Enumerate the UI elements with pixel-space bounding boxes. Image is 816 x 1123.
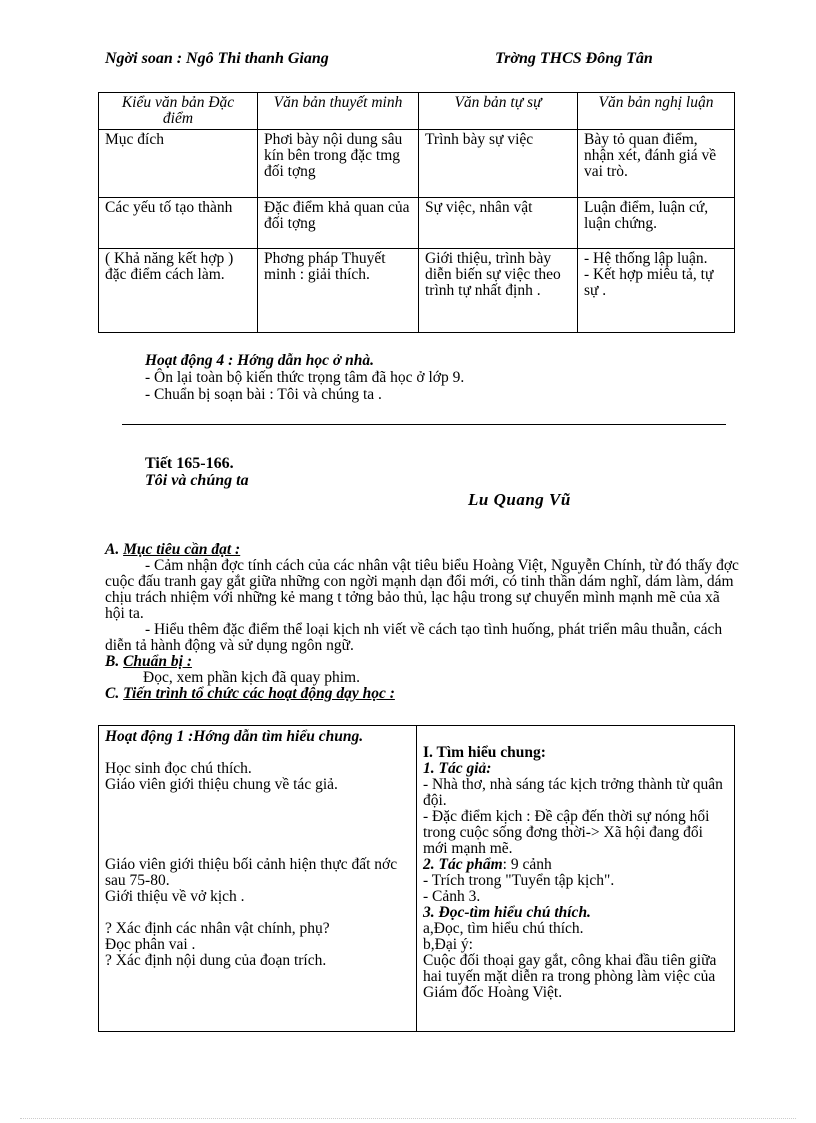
lesson-title: Tôi và chúng ta — [145, 472, 249, 489]
lesson-number: Tiết 165-166. — [145, 455, 234, 472]
section-b-text: Đọc, xem phần kịch đã quay phim. — [143, 669, 360, 686]
list-item: - Trích trong "Tuyển tập kịch". — [423, 872, 615, 889]
list-item: - Nhà thơ, nhà sáng tác kịch trởng thành từ quân đội. — [423, 776, 723, 809]
table-cell: Trình bày sự việc — [419, 130, 578, 198]
teacher-student-column — [99, 726, 417, 1032]
table-cell: Phơi bày nội dung sâu kín bên trong đặc tmg đối tợng — [258, 130, 419, 198]
table-cell: Sự việc, nhân vật — [419, 198, 578, 249]
section-b-heading: B. Chuẩn bị : — [105, 653, 193, 670]
page-bottom-border — [20, 1118, 796, 1119]
column-header: Kiểu văn bản Đặc điểm — [99, 93, 258, 130]
section-a-paragraph: - Cảm nhận đợc tính cách của các nhân vật tiêu biểu Hoàng Việt, Nguyễn Chính, từ đó thấy đợc cuộc đấu tranh gay gắt giữa những con ngời mạnh dạn đổi mới, có tinh thần dám nghĩ, dám làm, dám chịu trách nhiệm với những kẻ mang t tởng bảo thủ, lạc hậu trong sự chuyển mình mạnh mẽ của xã hội ta. — [105, 557, 739, 622]
table-row — [99, 198, 735, 249]
activity-1-title: Hoạt động 1 :Hớng dẫn tìm hiểu chung. — [105, 728, 364, 745]
table-cell: Các yếu tố tạo thành — [99, 198, 258, 249]
section-c-heading: C. Tiến trình tổ chức các hoạt động dạy học : — [105, 685, 395, 702]
subsection-heading: 3. Đọc-tìm hiểu chú thích. — [423, 904, 591, 921]
list-item: ? Xác định nội dung của đoạn trích. — [105, 952, 327, 969]
column-header: Văn bản tự sự — [419, 93, 578, 130]
table-cell: Mục đích — [99, 130, 258, 198]
list-item: Cuộc đối thoại gay gắt, công khai đầu tiên giữa hai tuyến mặt diễn ra trong phòng làm việc của Giám đốc Hoàng Việt. — [423, 952, 717, 1001]
list-item: Đọc phân vai . — [105, 936, 196, 953]
activity-4-title: Hoạt động 4 : Hớng dẫn học ở nhà. — [145, 352, 374, 369]
list-item: - Cảnh 3. — [423, 888, 481, 905]
subsection-heading: 1. Tác giả: — [423, 760, 492, 777]
comparison-table — [98, 92, 735, 333]
author-line: Ngời soan : Ngô Thi thanh Giang — [105, 50, 329, 67]
table-row — [99, 726, 735, 1032]
list-item: b,Đại ý: — [423, 936, 473, 953]
table-cell: Đặc điểm khả quan của đối tợng — [258, 198, 419, 249]
lesson-sections — [105, 542, 740, 702]
list-item: ? Xác định các nhân vật chính, phụ? — [105, 920, 330, 937]
table-cell: Luận điểm, luận cứ, luận chứng. — [578, 198, 735, 249]
list-item: Giáo viên giới thiệu chung về tác giả. — [105, 776, 338, 793]
column-header: Văn bản nghị luận — [578, 93, 735, 130]
subsection-heading: 2. Tác phẩm: 9 cảnh — [423, 856, 552, 873]
section-a-paragraph: - Hiểu thêm đặc điểm thể loại kịch nh viết về cách tạo tình huống, phát triển mâu thuẫn, cách diễn tả hành động và sử dụng ngôn ngữ. — [105, 621, 723, 654]
list-item: Học sinh đọc chú thích. — [105, 760, 252, 777]
activity-table — [98, 725, 735, 1032]
content-column — [417, 726, 735, 1032]
list-item: a,Đọc, tìm hiểu chú thích. — [423, 920, 584, 937]
list-item: Giáo viên giới thiệu bối cảnh hiện thực đất nớc sau 75-80. — [105, 856, 398, 889]
school-line: Trờng THCS Đông Tân — [495, 50, 653, 67]
table-cell: - Hệ thống lập luận. - Kết hợp miêu tả, tự sự . — [578, 249, 735, 333]
table-cell: ( Khả năng kết hợp ) đặc điểm cách làm. — [99, 249, 258, 333]
list-item: - Đặc điểm kịch : Đề cập đến thời sự nóng hổi trong cuộc sống đơng thời-> Xã hội đang đổi mới mạnh mẽ. — [423, 808, 710, 857]
activity-4-item: - Ôn lại toàn bộ kiến thức trọng tâm đã học ở lớp 9. — [145, 369, 465, 386]
activity-4-item: - Chuẩn bị soạn bài : Tôi và chúng ta . — [145, 386, 382, 403]
table-cell: Bày tỏ quan điểm, nhận xét, đánh giá về vai trò. — [578, 130, 735, 198]
table-row — [99, 130, 735, 198]
section-a-heading: A. Mục tiêu cần đạt : — [105, 541, 241, 558]
section-heading: I. Tìm hiểu chung: — [423, 744, 546, 761]
table-cell: Giới thiệu, trình bày diễn biến sự việc theo trình tự nhất định . — [419, 249, 578, 333]
column-header: Văn bản thuyết minh — [258, 93, 419, 130]
activity-4 — [145, 352, 464, 403]
table-cell: Phơng pháp Thuyết minh : giải thích. — [258, 249, 419, 333]
list-item: Giới thiệu về vở kịch . — [105, 888, 245, 905]
lesson-author: Lu Quang Vũ — [468, 490, 571, 509]
table-row — [99, 249, 735, 333]
table-header-row — [99, 93, 735, 130]
divider — [122, 424, 726, 425]
